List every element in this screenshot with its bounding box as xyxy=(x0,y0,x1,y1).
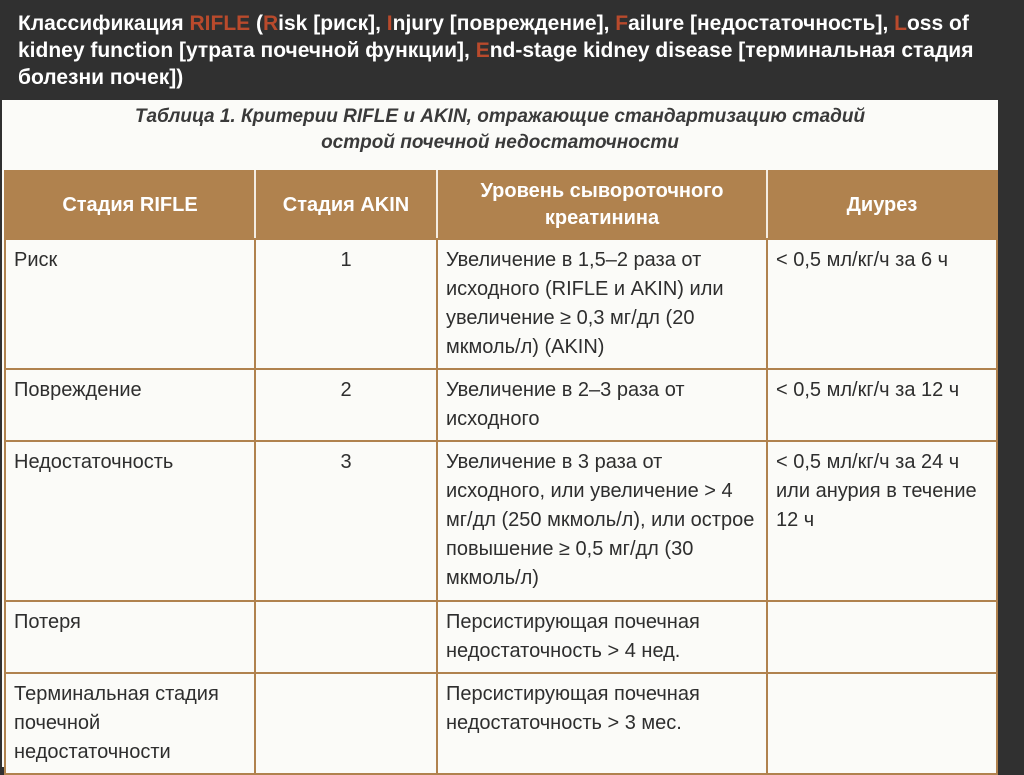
caption-line-2: острой почечной недостаточности xyxy=(321,132,679,153)
title-part: ( xyxy=(250,12,263,35)
table-row xyxy=(5,239,997,369)
cell-rifle-stage: Недостаточность xyxy=(5,441,255,601)
title-part-accent: E xyxy=(475,39,490,62)
table-row xyxy=(5,601,997,673)
table-caption xyxy=(0,104,1000,156)
title-part: njury [повреждение], xyxy=(392,12,616,35)
cell-akin-stage xyxy=(255,601,437,673)
title-part: nd-stage kidney disease [терминальная стадия болезни почек]) xyxy=(18,39,974,89)
table-row xyxy=(5,441,997,601)
header-akin-stage: Стадия AKIN xyxy=(255,171,437,239)
cell-akin-stage: 3 xyxy=(255,441,437,601)
cell-diuresis xyxy=(767,601,997,673)
table-row xyxy=(5,369,997,441)
cell-akin-stage: 2 xyxy=(255,369,437,441)
title-part-accent: RIFLE xyxy=(189,12,251,35)
table-row xyxy=(5,673,997,774)
title-part: Классификация xyxy=(18,12,190,35)
cell-creatinine: Увеличение в 2–3 раза от исходного xyxy=(437,369,767,441)
cell-diuresis: < 0,5 мл/кг/ч за 12 ч xyxy=(767,369,997,441)
cell-creatinine: Увеличение в 3 раза от исходного, или увеличение > 4 мг/дл (250 мкмоль/л), или острое повышение ≥ 0,5 мг/дл (30 мкмоль/л) xyxy=(437,441,767,601)
cell-rifle-stage: Риск xyxy=(5,239,255,369)
title-part-accent: L xyxy=(894,12,907,35)
header-serum-creatinine: Уровень сывороточного креатинина xyxy=(437,171,767,239)
slide-title xyxy=(18,10,1008,91)
cell-diuresis: < 0,5 мл/кг/ч за 6 ч xyxy=(767,239,997,369)
cell-akin-stage: 1 xyxy=(255,239,437,369)
header-rifle-stage: Стадия RIFLE xyxy=(5,171,255,239)
cell-rifle-stage: Потеря xyxy=(5,601,255,673)
cell-creatinine: Персистирующая почечная недостаточность > 3 мес. xyxy=(437,673,767,774)
title-part-accent: F xyxy=(615,12,629,35)
title-part-accent: I xyxy=(386,12,393,35)
title-part: ailure [недостаточность], xyxy=(628,12,895,35)
cell-diuresis xyxy=(767,673,997,774)
table-header-row xyxy=(5,171,997,239)
title-part: isk [риск], xyxy=(278,12,387,35)
cell-creatinine: Увеличение в 1,5–2 раза от исходного (RIFLE и AKIN) или увеличение ≥ 0,3 мг/дл (20 мкмоль/л) (AKIN) xyxy=(437,239,767,369)
cell-rifle-stage: Повреждение xyxy=(5,369,255,441)
cell-diuresis: < 0,5 мл/кг/ч за 24 ч или анурия в течение 12 ч xyxy=(767,441,997,601)
caption-line-1: Таблица 1. Критерии RIFLE и AKIN, отражающие стандартизацию стадий xyxy=(134,106,866,127)
cell-akin-stage xyxy=(255,673,437,774)
title-part: oss of kidney function [утрата почечной функции], xyxy=(18,12,969,62)
title-part-accent: R xyxy=(263,12,279,35)
cell-rifle-stage: Терминальная стадия почечной недостаточности xyxy=(5,673,255,774)
cell-creatinine: Персистирующая почечная недостаточность > 4 нед. xyxy=(437,601,767,673)
rifle-akin-table xyxy=(4,170,998,775)
header-diuresis: Диурез xyxy=(767,171,997,239)
